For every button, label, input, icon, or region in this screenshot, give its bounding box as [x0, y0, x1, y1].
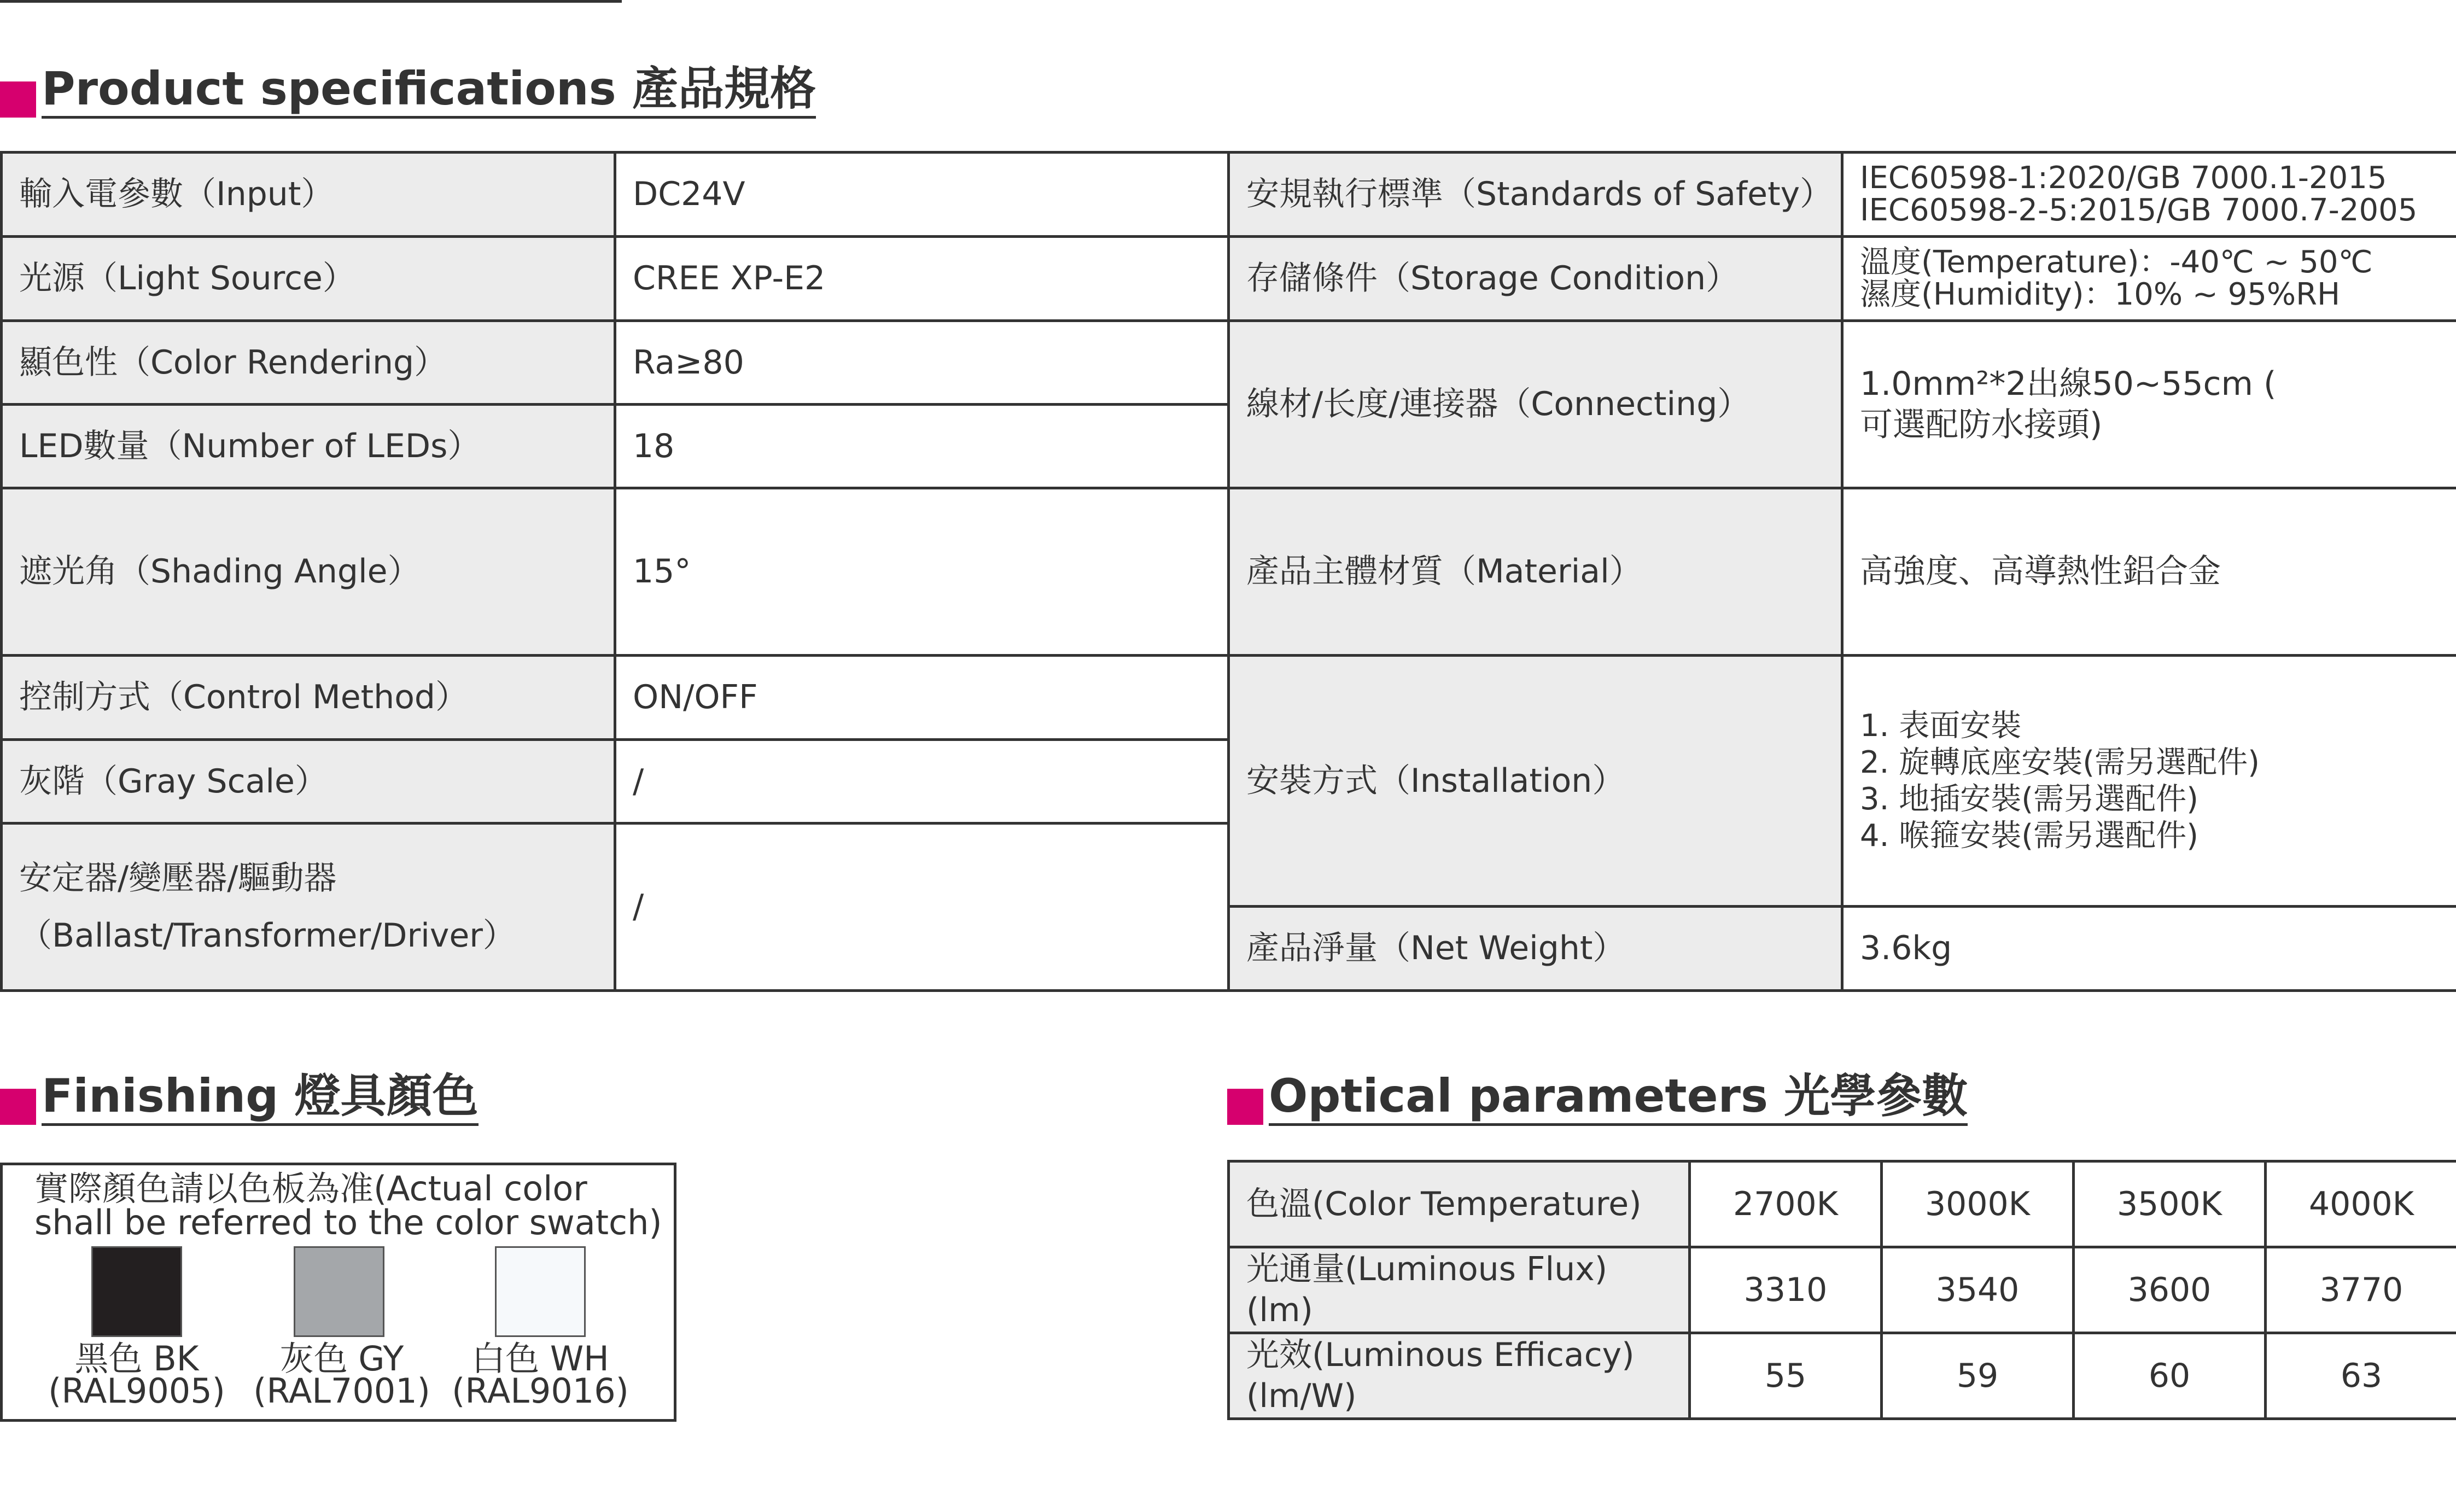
material-value: 高強度、高導熱性鋁合金: [1842, 488, 2456, 656]
swatch-gray-name: 灰色 GY: [279, 1339, 404, 1379]
shading-label: 遮光角（Shading Angle）: [2, 488, 615, 656]
installation-line-2: 2. 旋轉底座安裝(需另選配件): [1860, 744, 2260, 780]
ballast-line-1: 安定器/變壓器/驅動器: [19, 859, 337, 897]
input-value: DC24V: [615, 153, 1229, 237]
installation-label: 安裝方式（Installation）: [1229, 656, 1842, 907]
optical-row-label: 色溫(Color Temperature): [1229, 1161, 1690, 1247]
optical-cell: 3770: [2266, 1247, 2456, 1333]
section-marker: [0, 81, 36, 118]
optical-cell: 3540: [1882, 1247, 2074, 1333]
material-label: 產品主體材質（Material）: [1229, 488, 1842, 656]
swatch-white-label: [450, 1339, 631, 1411]
optical-table: [1227, 1160, 2456, 1420]
storage-line-2: 濕度(Humidity)：10% ~ 95%RH: [1860, 276, 2341, 312]
optical-section-title: [1227, 1069, 1968, 1126]
finishing-box: [0, 1163, 676, 1422]
safety-line-1: IEC60598-1:2020/GB 7000.1-2015: [1860, 160, 2387, 196]
finishing-section-title: [0, 1069, 479, 1126]
color-rendering-label: 顯色性（Color Rendering）: [2, 321, 615, 405]
swatch-gray-label: [252, 1339, 432, 1411]
installation-line-1: 1. 表面安裝: [1860, 708, 2022, 744]
optical-row-label: 光效(Luminous Efficacy)(lm/W): [1229, 1333, 1690, 1419]
control-value: ON/OFF: [615, 656, 1229, 740]
swatch-white-name: 白色 WH: [471, 1339, 609, 1379]
storage-label: 存儲條件（Storage Condition）: [1229, 237, 1842, 321]
optical-cell: 60: [2074, 1333, 2266, 1419]
optical-cell: 4000K: [2266, 1161, 2456, 1247]
control-label: 控制方式（Control Method）: [2, 656, 615, 740]
swatch-gray-code: (RAL7001): [253, 1370, 430, 1411]
top-rule: [0, 0, 622, 3]
optical-cell: 63: [2266, 1333, 2456, 1419]
table-row: [1229, 1247, 2456, 1333]
optical-cell: 55: [1690, 1333, 1882, 1419]
connecting-line-2: 可選配防水接頭): [1860, 405, 2103, 444]
specs-section-title: [0, 62, 816, 119]
table-row: [2, 153, 2456, 237]
net-weight-value: 3.6kg: [1842, 907, 2456, 991]
optical-cell: 59: [1882, 1333, 2074, 1419]
swatch-gray: [294, 1246, 384, 1337]
swatch-black-label: [46, 1339, 227, 1411]
light-source-label: 光源（Light Source）: [2, 237, 615, 321]
net-weight-label: 產品淨量（Net Weight）: [1229, 907, 1842, 991]
section-marker: [0, 1089, 36, 1125]
finishing-title-text: Finishing 燈具顏色: [42, 1073, 479, 1126]
connecting-value: [1842, 321, 2456, 488]
swatch-black-name: 黑色 BK: [74, 1339, 199, 1379]
connecting-line-1: 1.0mm²*2出線50~55cm (: [1860, 364, 2277, 403]
optical-cell: 3500K: [2074, 1161, 2266, 1247]
section-marker: [1227, 1089, 1263, 1125]
ballast-label: [2, 824, 615, 991]
optical-cell: 3310: [1690, 1247, 1882, 1333]
optical-cell: 3600: [2074, 1247, 2266, 1333]
finishing-note: 實際顏色請以色板為准(Actual color shall be referred to the color swatch): [34, 1169, 662, 1242]
swatch-white: [495, 1246, 586, 1337]
table-row: [2, 488, 2456, 656]
leds-label: LED數量（Number of LEDs）: [2, 405, 615, 488]
storage-line-1: 溫度(Temperature)：-40℃ ~ 50℃: [1860, 244, 2373, 280]
safety-line-2: IEC60598-2-5:2015/GB 7000.7-2005: [1860, 192, 2418, 228]
ballast-line-2: （Ballast/Transformer/Driver）: [19, 916, 516, 955]
table-row: [2, 321, 2456, 405]
specs-title-text: Product specifications 產品規格: [42, 66, 816, 119]
installation-line-3: 3. 地插安裝(需另選配件): [1860, 781, 2198, 817]
connecting-label: 線材/长度/連接器（Connecting）: [1229, 321, 1842, 488]
table-row: [2, 237, 2456, 321]
gray-scale-label: 灰階（Gray Scale）: [2, 740, 615, 824]
input-label: 輸入電參數（Input）: [2, 153, 615, 237]
ballast-value: /: [615, 824, 1229, 991]
installation-value: [1842, 656, 2456, 907]
storage-value: [1842, 237, 2456, 321]
safety-value: [1842, 153, 2456, 237]
table-row: [2, 656, 2456, 740]
color-rendering-value: Ra≥80: [615, 321, 1229, 405]
light-source-value: CREE XP-E2: [615, 237, 1229, 321]
table-row: [1229, 1333, 2456, 1419]
swatch-black: [91, 1246, 182, 1337]
optical-title-text: Optical parameters 光學參數: [1269, 1073, 1968, 1126]
shading-value: 15°: [615, 488, 1229, 656]
optical-cell: 2700K: [1690, 1161, 1882, 1247]
table-row: [1229, 1161, 2456, 1247]
leds-value: 18: [615, 405, 1229, 488]
spec-table: [0, 151, 2456, 992]
swatch-white-code: (RAL9016): [452, 1370, 629, 1411]
safety-label: 安規執行標準（Standards of Safety）: [1229, 153, 1842, 237]
optical-cell: 3000K: [1882, 1161, 2074, 1247]
swatch-black-code: (RAL9005): [48, 1370, 225, 1411]
installation-line-4: 4. 喉箍安裝(需另選配件): [1860, 818, 2198, 854]
gray-scale-value: /: [615, 740, 1229, 824]
optical-row-label: 光通量(Luminous Flux)(lm): [1229, 1247, 1690, 1333]
